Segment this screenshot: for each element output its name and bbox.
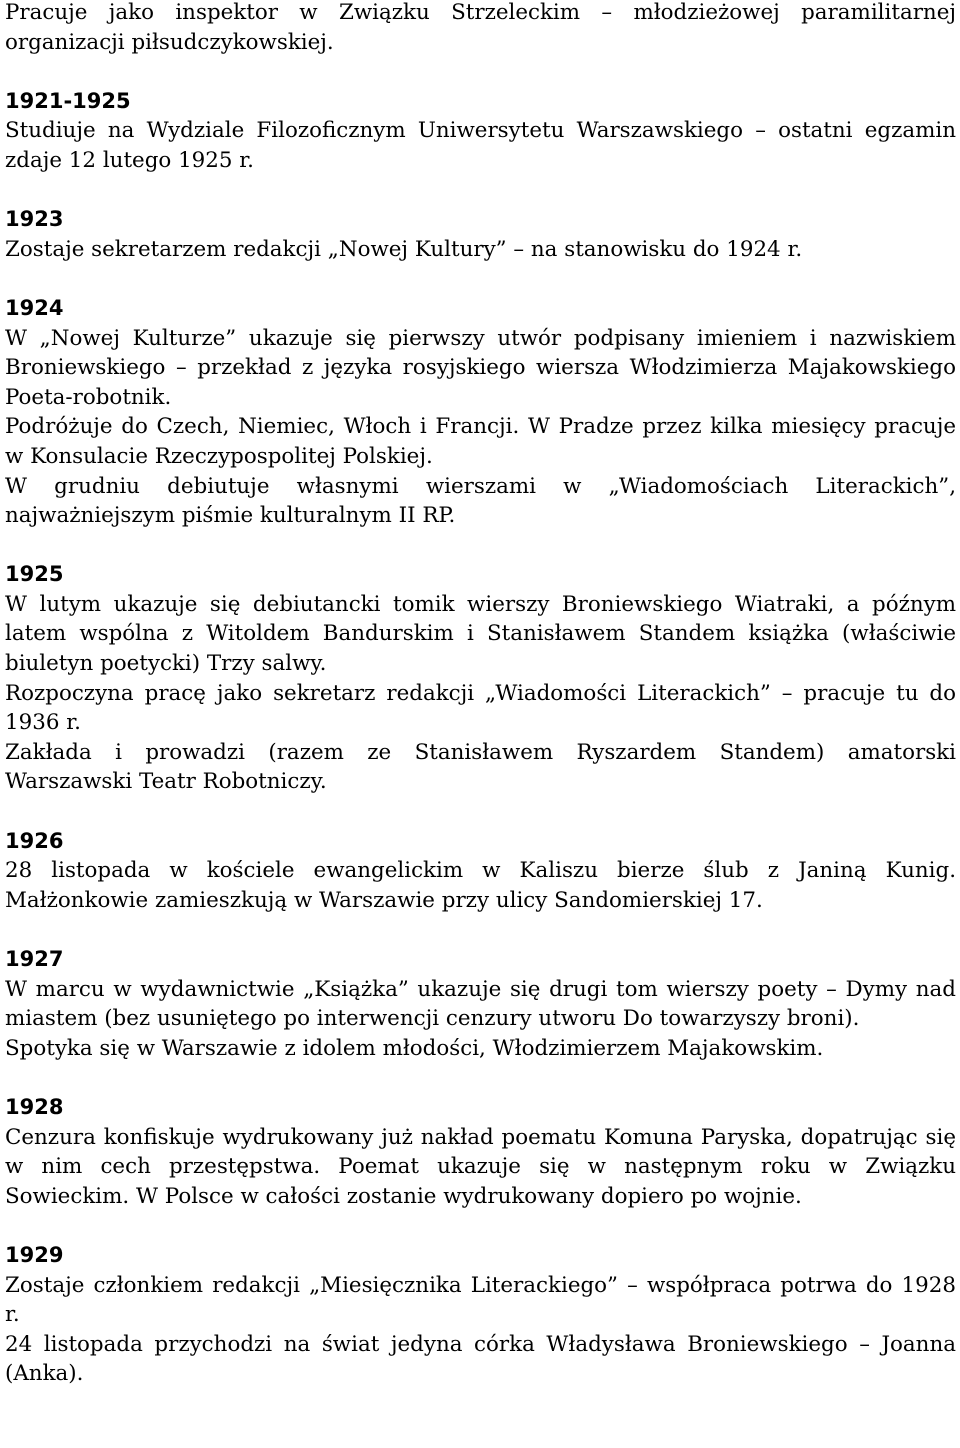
intro-paragraph: Pracuje jako inspektor w Związku Strzeleckim – młodzieżowej paramilitarnej organizacji piłsudczykowskiej. (5, 0, 956, 55)
section-spacer (5, 264, 956, 294)
section-1927 (5, 945, 956, 1063)
year-heading: 1928 (5, 1094, 64, 1119)
year-heading: 1925 (5, 562, 64, 587)
entry-paragraph: W grudniu debiutuje własnymi wierszami w „Wiadomościach Literackich”, najważniejszym piśmie kulturalnym II RP. (5, 473, 956, 529)
section-spacer (5, 1211, 956, 1241)
section-1926 (5, 827, 956, 916)
year-heading: 1927 (5, 947, 64, 971)
entry-paragraph: 28 listopada w kościele ewangelickim w Kaliszu bierze ślub z Janiną Kunig. Małżonkowie zamieszkują w Warszawie przy ulicy Sandomierskiej 17. (5, 858, 956, 913)
entry-paragraph: Cenzura konfiskuje wydrukowany już nakład poematu Komuna Paryska, dopatrując się w nim cech przestępstwa. Poemat ukazuje się w następnym roku w Związku Sowieckim. W Polsce w całości zostanie wydrukowany dopiero po wojnie. (5, 1124, 956, 1209)
section-spacer (5, 531, 956, 561)
section-spacer (5, 797, 956, 827)
document-page (5, 0, 956, 1389)
entry-paragraph: W „Nowej Kulturze” ukazuje się pierwszy utwór podpisany imieniem i nazwiskiem Broniewskiego – przekład z języka rosyjskiego wiersza Włodzimierza Majakowskiego Poeta-robotnik. (5, 325, 956, 410)
section-1924 (5, 294, 956, 531)
section-spacer (5, 176, 956, 206)
year-heading: 1923 (5, 207, 64, 232)
year-heading: 1921-1925 (5, 88, 131, 113)
year-heading: 1926 (5, 828, 64, 853)
year-heading: 1924 (5, 295, 64, 320)
section-spacer (5, 1063, 956, 1093)
section-1923 (5, 205, 956, 264)
section-1925 (5, 560, 956, 797)
section-spacer (5, 915, 956, 945)
section-1929 (5, 1241, 956, 1389)
entry-paragraph: Podróżuje do Czech, Niemiec, Włoch i Francji. W Pradze przez kilka miesięcy pracuje w Konsulacie Rzeczypospolitej Polskiej. (5, 414, 956, 469)
entry-paragraph: Zostaje sekretarzem redakcji „Nowej Kultury” – na stanowisku do 1924 r. (5, 236, 803, 262)
entry-paragraph: Zakłada i prowadzi (razem ze Stanisławem Ryszardem Standem) amatorski Warszawski Teatr Robotniczy. (5, 739, 956, 795)
year-heading: 1929 (5, 1242, 64, 1267)
entry-paragraph: W lutym ukazuje się debiutancki tomik wierszy Broniewskiego Wiatraki, a późnym latem wspólna z Witoldem Bandurskim i Stanisławem Standem książka (właściwie biuletyn poetycki) Trzy salwy. (5, 591, 956, 677)
entry-paragraph: Zostaje członkiem redakcji „Miesięcznika Literackiego” – współpraca potrwa do 1928 r. (5, 1272, 956, 1328)
entry-paragraph: Studiuje na Wydziale Filozoficznym Uniwersytetu Warszawskiego – ostatni egzamin zdaje 12 lutego 1925 r. (5, 118, 956, 173)
section-spacer (5, 57, 956, 87)
entry-paragraph: Spotyka się w Warszawie z idolem młodości, Włodzimierzem Majakowskim. (5, 1035, 824, 1061)
entry-paragraph: 24 listopada przychodzi na świat jedyna córka Władysława Broniewskiego – Joanna (Anka). (5, 1331, 956, 1387)
entry-paragraph: Rozpoczyna pracę jako sekretarz redakcji „Wiadomości Literackich” – pracuje tu do 1936 r. (5, 680, 956, 736)
section-1928 (5, 1093, 956, 1211)
section-1921-1925 (5, 87, 956, 176)
intro-section (5, 0, 956, 57)
entry-paragraph: W marcu w wydawnictwie „Książka” ukazuje się drugi tom wierszy poety – Dymy nad miastem (bez usuniętego po interwencji cenzury utworu Do towarzyszy broni). (5, 976, 956, 1032)
